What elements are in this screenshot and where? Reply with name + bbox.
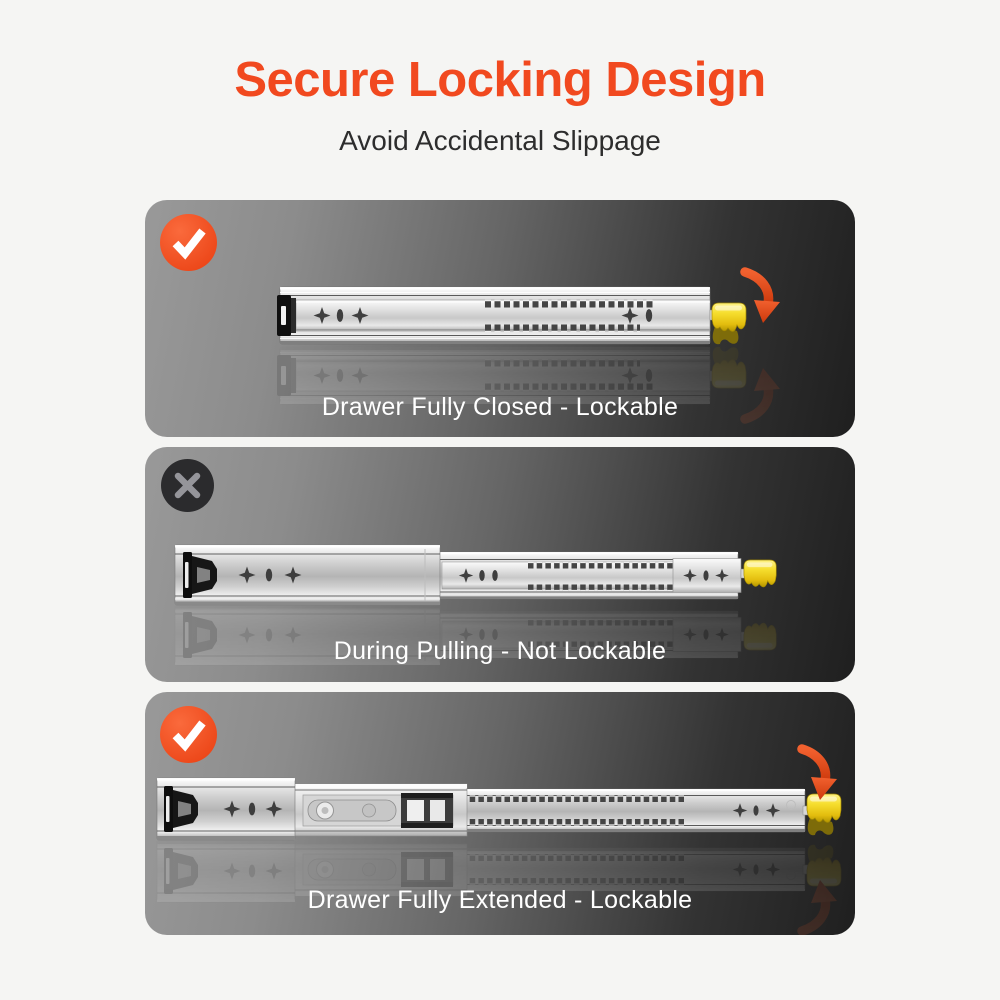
page-subtitle: Avoid Accidental Slippage [339, 125, 661, 156]
panel-caption: During Pulling - Not Lockable [333, 637, 667, 665]
arrow-down-icon [802, 749, 837, 800]
drawer-slide-partially-extended [175, 545, 776, 605]
drawer-slide-fully-extended [157, 749, 841, 840]
lock-lever-icon [712, 303, 746, 344]
panel-caption: Drawer Fully Extended - Lockable [307, 886, 693, 914]
panel-drawer-fully-closed [145, 200, 855, 437]
lock-lever-icon [807, 794, 841, 835]
panel-caption: Drawer Fully Closed - Lockable [321, 393, 679, 421]
panel-during-pulling [145, 447, 855, 682]
drawer-slide-closed [277, 272, 780, 344]
panel-drawer-fully-extended [145, 692, 855, 935]
lock-lever-icon [744, 560, 776, 587]
page-title: Secure Locking Design [234, 53, 766, 107]
arrow-down-icon [745, 272, 780, 323]
